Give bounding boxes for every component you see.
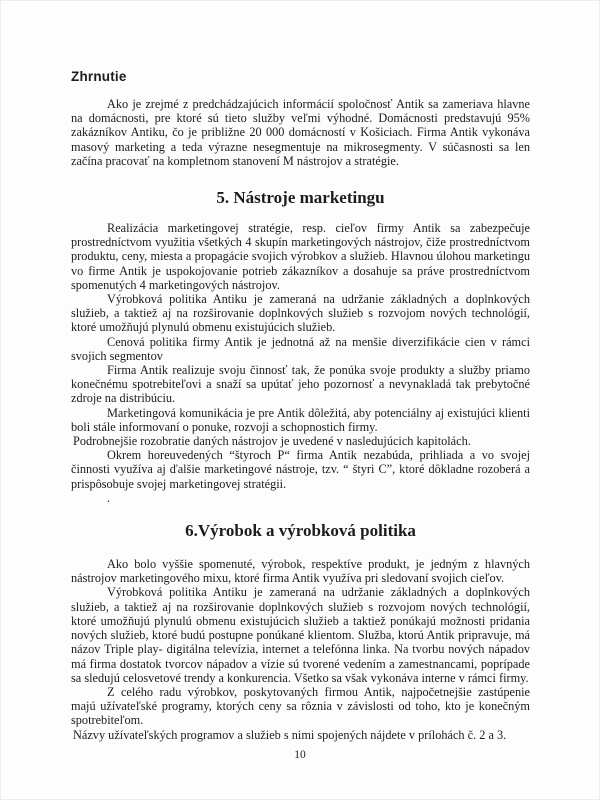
paragraph-realizacia-strategie: Realizácia marketingovej stratégie, resp. cieľov firmy Antik sa zabezpečuje prostredníctvom využitia všetkých 4 skupín marketingových nástrojov, čiže prostredníctvom produktu, ceny, miesta a propagácie svojich výrobkov a služieb. Hlavnou úlohou marketingu vo firme Antik je uspokojovanie potrieb zákazníkov a dosahuje sa práve prostredníctvom spomenutých 4 marketingových nástrojov.	[71, 221, 530, 292]
paragraph-uzivatelske-programy: Z celého radu výrobkov, poskytovaných firmou Antik, najpočetnejšie zastúpenie majú užívateľské programy, ktorých ceny sa rôznia v závislosti od toho, kto je konečným spotrebiteľom.	[71, 684, 530, 728]
paragraph-styri-c: Okrem horeuvedených “štyroch P“ firma Antik nezabúda, prihliada a vo svojej činnosti využíva aj ďalšie marketingové nástroje, tzv. “ štyri C”, ktoré dôkladne rozoberá a prispôsobuje svojej marketingovej stratégii.	[71, 448, 530, 491]
paragraph-vyrobkova-politika: Výrobková politika Antiku je zameraná na udržanie základných a doplnkových služieb, a taktiež aj na rozširovanie doplnkových služieb s rozvojom nových technológií, ktoré umožňujú plynulú obmenu existujúcich služieb.	[71, 292, 530, 335]
paragraph-stray-dot: .	[107, 490, 111, 505]
paragraph-vyrobok-uvod: Ako bolo vyššie spomenuté, výrobok, respektíve produkt, je jedným z hlavných nástrojov marketingového mixu, ktoré firma Antik využíva pri sledovaní svojich cieľov.	[71, 557, 530, 586]
chapter-heading-6-vyrobok: 6.Výrobok a výrobková politika	[185, 521, 416, 541]
paragraph-marketingova-komunikacia: Marketingová komunikácia je pre Antik dôležitá, aby potenciálny aj existujúci klienti boli stále informovaní o ponuke, rozvoji a schopnostich firmy.	[71, 405, 530, 434]
chapter-heading-5-nastroje-marketingu: 5. Nástroje marketingu	[216, 188, 385, 208]
page-content	[71, 69, 530, 742]
paragraph-podrobnejsie-rozobratie: Podrobnejšie rozobratie daných nástrojov je uvedené v nasledujúcich kapitolách.	[73, 434, 471, 449]
paragraph-cenova-politika: Cenová politika firmy Antik je jednotná až na menšie diverzifikácie cien v rámci svojich segmentov	[71, 334, 530, 363]
paragraph-nazvy-programov: Názvy užívateľských programov a služieb s nimi spojených nájdete v prílohách č. 2 a 3.	[73, 727, 507, 742]
paragraph-zhrnutie-summary: Ako je zrejmé z predchádzajúcich informácií spoločnosť Antik sa zameriava hlavne na domácnosti, pre ktoré sú tieto služby veľmi výhodné. Domácnosti predstavujú 95% zakázníkov Antiku, čo je približne 20 000 domácností v Košiciach. Firma Antik vykonáva masový marketing a teda výrazne nesegmentuje na mikrosegmenty. V súčasnosti sa len začína pracovať na kompletnom stanovení M nástrojov a stratégie.	[71, 97, 530, 168]
section-heading-zhrnutie: Zhrnutie	[71, 69, 127, 84]
paragraph-distribucia: Firma Antik realizuje svoju činnosť tak, že ponúka svoje produkty a služby priamo konečnému spotrebiteľovi a snaží sa upútať jeho pozornosť a nevynakladá tak prebytočné zdroje na distribúciu.	[71, 363, 530, 406]
paragraph-triple-play: Výrobková politika Antiku je zameraná na udržanie základných a doplnkových služieb, a taktiež aj na rozširovanie doplnkových služieb s rozvojom nových technológií, ktoré umožňujú plynulú obmenu existujúcich služieb a taktiež ponúkajú možnosti pridania nových služieb, ktoré budú postupne ponúkané klientom. Služba, ktorú Antik pripravuje, má názov Triple play- digitálna televízia, internet a telefónna linka. Na tvorbu nových nápadov má firma dostatok tvorcov nápadov a vízie sú tvorené vedením a zamestnancami, poprípade sa sledujú celosvetové trendy a konkurencia. Všetko sa však vykonáva interne v rámci firmy.	[71, 585, 530, 685]
page-number: 10	[294, 749, 306, 761]
